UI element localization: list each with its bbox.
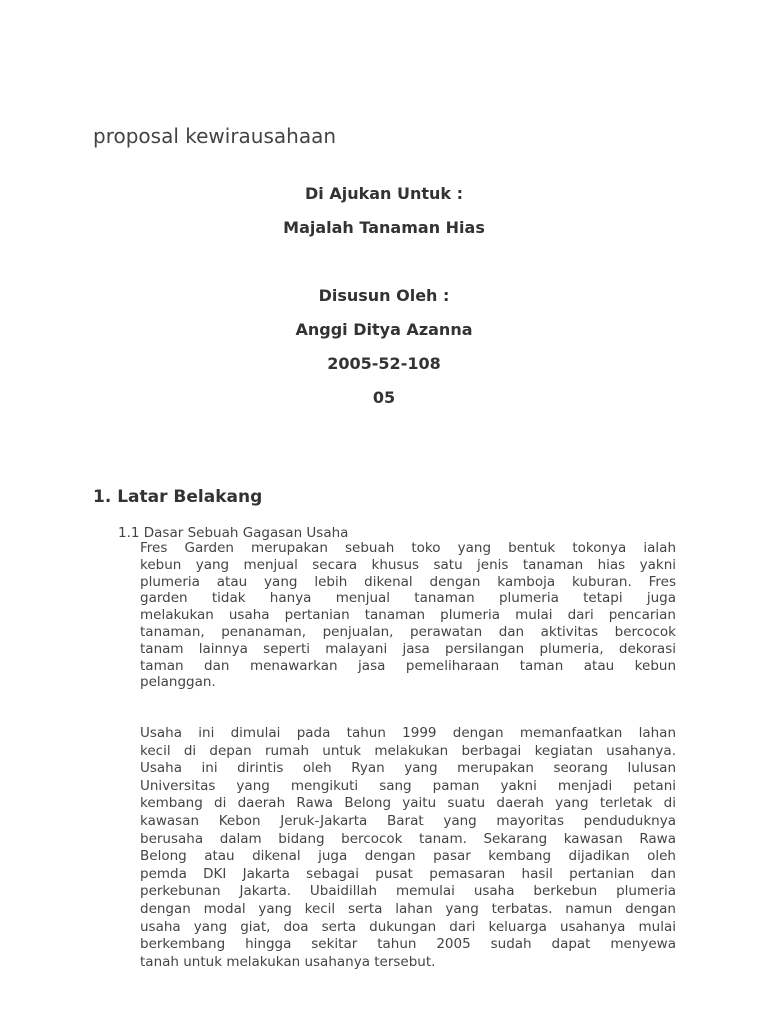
document-title: proposal kewirausahaan: [93, 124, 337, 148]
paragraph-line: garden tidak hanya menjual tanaman plumeria tetapi juga: [140, 590, 676, 607]
student-id: 2005-52-108: [327, 354, 441, 373]
paragraph: [140, 540, 676, 691]
section-heading: 1. Latar Belakang: [93, 487, 263, 507]
paragraph-line: dengan modal yang kecil serta lahan yang terbatas. namun dengan: [140, 900, 676, 917]
submitted-to-label: Di Ajukan Untuk :: [304, 184, 464, 203]
paragraph-line: tanah untuk melakukan usahanya tersebut.: [140, 953, 436, 970]
paragraph-line: Usaha ini dimulai pada tahun 1999 dengan memanfaatkan lahan: [140, 725, 676, 741]
paragraph-line: Universitas yang mengikuti sang paman yakni menjadi petani: [140, 777, 676, 794]
author-name: Anggi Ditya Azanna: [295, 320, 473, 339]
paragraph-line: pemda DKI Jakarta sebagai pusat pemasaran hasil pertanian dan: [140, 865, 676, 882]
paragraph-line: kembang di daerah Rawa Belong yaitu suatu daerah yang terletak di: [140, 795, 676, 812]
paragraph-line: plumeria atau yang lebih dikenal dengan kamboja kuburan. Fres: [140, 573, 676, 590]
paragraph: [140, 725, 676, 971]
author-label: Disusun Oleh :: [318, 286, 450, 305]
paragraph-line: berusaha dalam bidang bercocok tanam. Sekarang kawasan Rawa: [140, 830, 676, 847]
paragraph-line: perkebunan Jakarta. Ubaidillah memulai usaha berkebun plumeria: [140, 883, 676, 900]
paragraph-line: tanaman, penanaman, penjualan, perawatan dan aktivitas bercocok: [140, 623, 676, 640]
paragraph-line: berkembang hingga sekitar tahun 2005 sudah dapat menyewa: [140, 936, 676, 953]
paragraph-line: pelanggan.: [140, 674, 216, 691]
paragraph-line: kebun yang menjual secara khusus satu jenis tanaman hias yakni: [140, 556, 676, 573]
paragraph-line: melakukan usaha pertanian tanaman plumeria mulai dari pencarian: [140, 607, 676, 624]
paragraph-line: taman dan menawarkan jasa pemeliharaan taman atau kebun: [140, 657, 676, 674]
submitted-to: Majalah Tanaman Hias: [283, 218, 485, 237]
paragraph-line: Usaha ini dirintis oleh Ryan yang merupakan seorang lulusan: [140, 760, 676, 777]
paragraph-line: Belong atau dikenal juga dengan pasar kembang dijadikan oleh: [140, 848, 676, 865]
paragraph-line: usaha yang giat, doa serta dukungan dari keluarga usahanya mulai: [140, 918, 676, 935]
paragraph-line: tanam lainnya seperti malayani jasa persilangan plumeria, dekorasi: [140, 640, 676, 657]
subsection-heading: 1.1 Dasar Sebuah Gagasan Usaha: [118, 525, 349, 541]
paragraph-line: Fres Garden merupakan sebuah toko yang bentuk tokonya ialah: [140, 540, 676, 556]
class-number: 05: [372, 388, 396, 407]
paragraph-line: kecil di depan rumah untuk melakukan berbagai kegiatan usahanya.: [140, 742, 676, 759]
paragraph-line: kawasan Kebon Jeruk-Jakarta Barat yang mayoritas penduduknya: [140, 812, 676, 829]
